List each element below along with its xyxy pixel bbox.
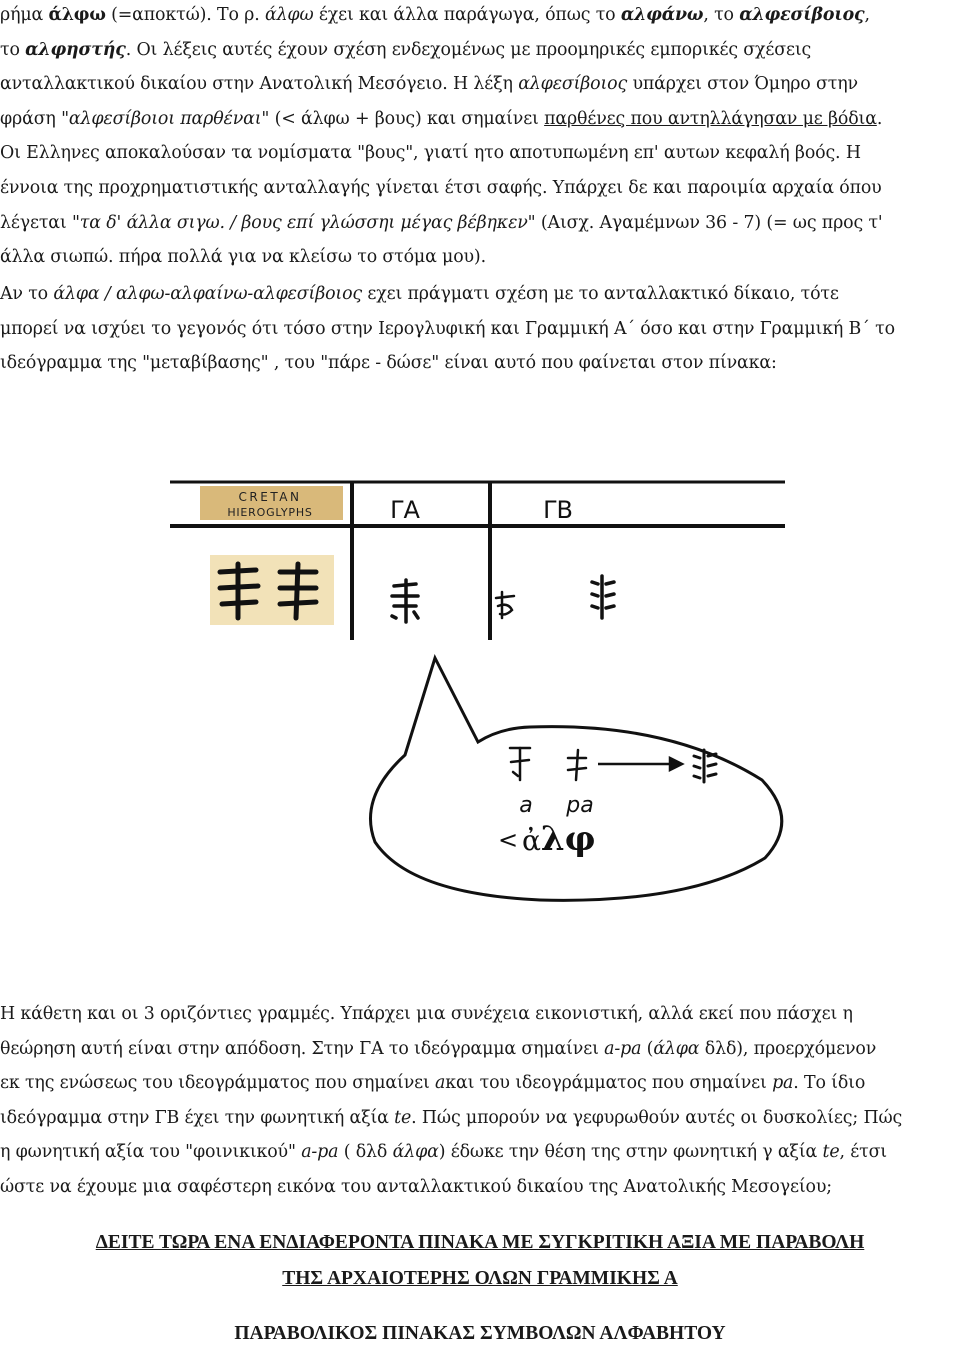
text-run: ρήμα <box>0 5 49 25</box>
label-cretan: CRETAN <box>238 490 302 504</box>
text-run: φράση " <box>0 108 69 129</box>
text-run: . Πώς μπορούν να γεφυρωθούν αυτές οι δυσκολίες; Πώς <box>411 1107 903 1128</box>
figure-svg <box>170 480 790 905</box>
text-run: " (Αισχ. Αγαμέμνων 36 - 7) (= ως προς τ' <box>527 212 883 233</box>
text-run: και του ιδεογράμματος που σημαίνει <box>445 1073 773 1094</box>
linear-a-small-sign <box>496 592 514 618</box>
text-run: (=αποκτώ). Το ρ. <box>105 5 265 25</box>
text-run: . Οι λέξεις αυτές έχουν σχέση ενδεχομένως με προομηρικές εμπορικές σχέσεις <box>125 39 812 60</box>
italic-term: a-pa <box>604 1038 642 1059</box>
italic-term: αλφεσίβοιοι παρθέναι <box>68 108 262 129</box>
text-run: έχει και άλλα παράγωγα, όπως το <box>313 5 621 25</box>
bold-italic-term: αλφάνω <box>620 5 704 25</box>
text-line <box>0 1135 960 1170</box>
paragraph-3 <box>0 997 960 1205</box>
bubble-label-pa: pa <box>566 793 594 818</box>
bold-term: άλφω <box>48 5 106 25</box>
text-line <box>0 33 960 68</box>
ideogram-comparison-figure <box>170 480 790 905</box>
text-run: ιδεόγραμμα της "μεταβίβασης" , του "πάρε - δώσε" είναι αυτό που φαίνεται στον πίνακα: <box>0 353 777 374</box>
text-run: ( δλδ <box>338 1142 393 1163</box>
text-run: , <box>864 5 870 25</box>
italic-term: αλφεσίβοιος <box>518 74 628 95</box>
text-run: ώστε να έχουμε μια σαφέστερη εικόνα του ανταλλακτικού δικαίου της Ανατολικής Μεσογείου; <box>0 1176 832 1197</box>
bubble-word-bold: λφ <box>540 819 596 859</box>
text-run: ανταλλακτικού δικαίου στην Ανατολική Μεσόγειο. Η λέξη <box>0 74 519 95</box>
text-line <box>0 1032 960 1067</box>
text-run: Αν το <box>0 284 54 304</box>
text-line <box>0 346 960 381</box>
text-run: , το <box>703 5 740 25</box>
text-line <box>0 171 960 206</box>
text-line <box>0 997 960 1032</box>
italic-term: pa <box>772 1073 794 1094</box>
section-heading-line-2: ΤΗΣ ΑΡΧΑΙΟΤΕΡΗΣ ΟΛΩΝ ΓΡΑΜΜΙΚΗΣ Α <box>282 1268 678 1289</box>
italic-term: a-pa <box>301 1142 339 1163</box>
column-header-ga: ΓΑ <box>390 496 420 524</box>
text-line <box>0 0 960 33</box>
text-run: Οι Ελληνες αποκαλούσαν τα νομίσματα "βους", γιατί ητο αποτυπωμένη επ' αυτων κεφαλή βοός. Η <box>0 143 861 164</box>
text-run: η φωνητική αξία του "φοινικικού" <box>0 1142 302 1163</box>
text-run: υπάρχει στον Όμηρο στην <box>627 74 858 95</box>
italic-quote: τα δ' άλλα σιγω. / βους επί γλώσσηι μέγας βέβηκεν <box>79 212 528 233</box>
linear-a-sign <box>392 580 418 622</box>
text-run: ( <box>641 1038 654 1059</box>
bubble-word-light: ἀ <box>522 824 541 857</box>
text-run: . <box>876 108 883 129</box>
text-run: ) έδωκε την θέση της στην φωνητική γ αξία <box>438 1142 823 1163</box>
label-hieroglyphs: HIEROGLYPHS <box>227 506 313 519</box>
text-run: , έτσι <box>839 1142 887 1163</box>
paragraph-2 <box>0 277 960 381</box>
bubble-word-alpha <box>522 819 596 859</box>
text-line <box>0 277 960 312</box>
italic-term: te <box>394 1107 412 1128</box>
bold-italic-term: αλφηστής <box>25 39 126 60</box>
text-run: άλλα σιωπώ. πήρα πολλά για να κλείσω το στόμα μου). <box>0 247 486 268</box>
bubble-label-a: a <box>519 793 533 818</box>
text-run: θεώρηση αυτή είναι στην απόδοση. Στην ΓΑ το ιδεόγραμμα σημαίνει <box>0 1038 605 1059</box>
paragraph-1 <box>0 0 960 275</box>
bold-italic-term: αλφεσίβοιος <box>739 5 865 25</box>
italic-term: te <box>822 1142 840 1163</box>
text-run: λέγεται " <box>0 212 80 233</box>
italic-term: a <box>435 1073 446 1094</box>
text-run: εχει πράγματι σχέση με το ανταλλακτικό δίκαιο, τότε <box>362 284 839 304</box>
column-header-gb: ΓΒ <box>543 496 573 524</box>
italic-term: άλφα <box>392 1142 439 1163</box>
text-line <box>0 1066 960 1101</box>
bubble-bracket: < <box>497 826 519 854</box>
text-line <box>0 67 960 102</box>
text-run: δλδ), προερχόμενον <box>699 1038 877 1059</box>
text-line <box>0 136 960 171</box>
underlined-phrase: παρθένες που αντηλλάγησαν με βόδια <box>544 108 877 129</box>
text-run: . Το ίδιο <box>793 1073 866 1094</box>
text-line <box>0 102 960 137</box>
section-heading-line-1: ΔΕΙΤΕ ΤΩΡΑ ΕΝΑ ΕΝΔΙΑΦΕΡΟΝΤΑ ΠΙΝΑΚΑ ΜΕ ΣΥΓΚΡΙΤΙΚΗ ΑΞΙΑ ΜΕ ΠΑΡΑΒΟΛΗ <box>95 1232 865 1253</box>
text-run: έννοια της προχρηματιστικής ανταλλαγής γίνεται έτσι σαφής. Υπάρχει δε και παροιμία αρχαία όπου <box>0 177 882 198</box>
text-line <box>0 1101 960 1136</box>
table-title: ΠΑΡΑΒΟΛΙΚΟΣ ΠΙΝΑΚΑΣ ΣΥΜΒΟΛΩΝ ΑΛΦΑΒΗΤΟΥ <box>234 1323 726 1344</box>
italic-term: άλφα <box>653 1038 700 1059</box>
text-run: ιδεόγραμμα στην ΓΒ έχει την φωνητική αξία <box>0 1107 395 1128</box>
text-run: μπορεί να ισχύει το γεγονός ότι τόσο στην Ιερογλυφική και Γραμμική Α΄ όσο και στην Γραμμική Β΄ το <box>0 318 895 339</box>
text-run: " (< άλφω + βους) και σημαίνει <box>261 108 545 129</box>
text-run: το <box>0 39 26 60</box>
text-line <box>0 240 960 275</box>
linear-b-sign <box>592 576 614 618</box>
text-line <box>0 1170 960 1205</box>
italic-term: άλφω <box>264 5 314 25</box>
text-line <box>0 312 960 347</box>
text-run: Η κάθετη και οι 3 οριζόντιες γραμμές. Υπάρχει μια συνέχεια εικονιστική, αλλά εκεί που πάσχει η <box>0 1004 853 1024</box>
text-line <box>0 206 960 241</box>
text-run: εκ της ενώσεως του ιδεογράμματος που σημαίνει <box>0 1073 436 1094</box>
italic-term: άλφα / αλφω-αλφαίνω-αλφεσίβοιος <box>53 284 362 304</box>
